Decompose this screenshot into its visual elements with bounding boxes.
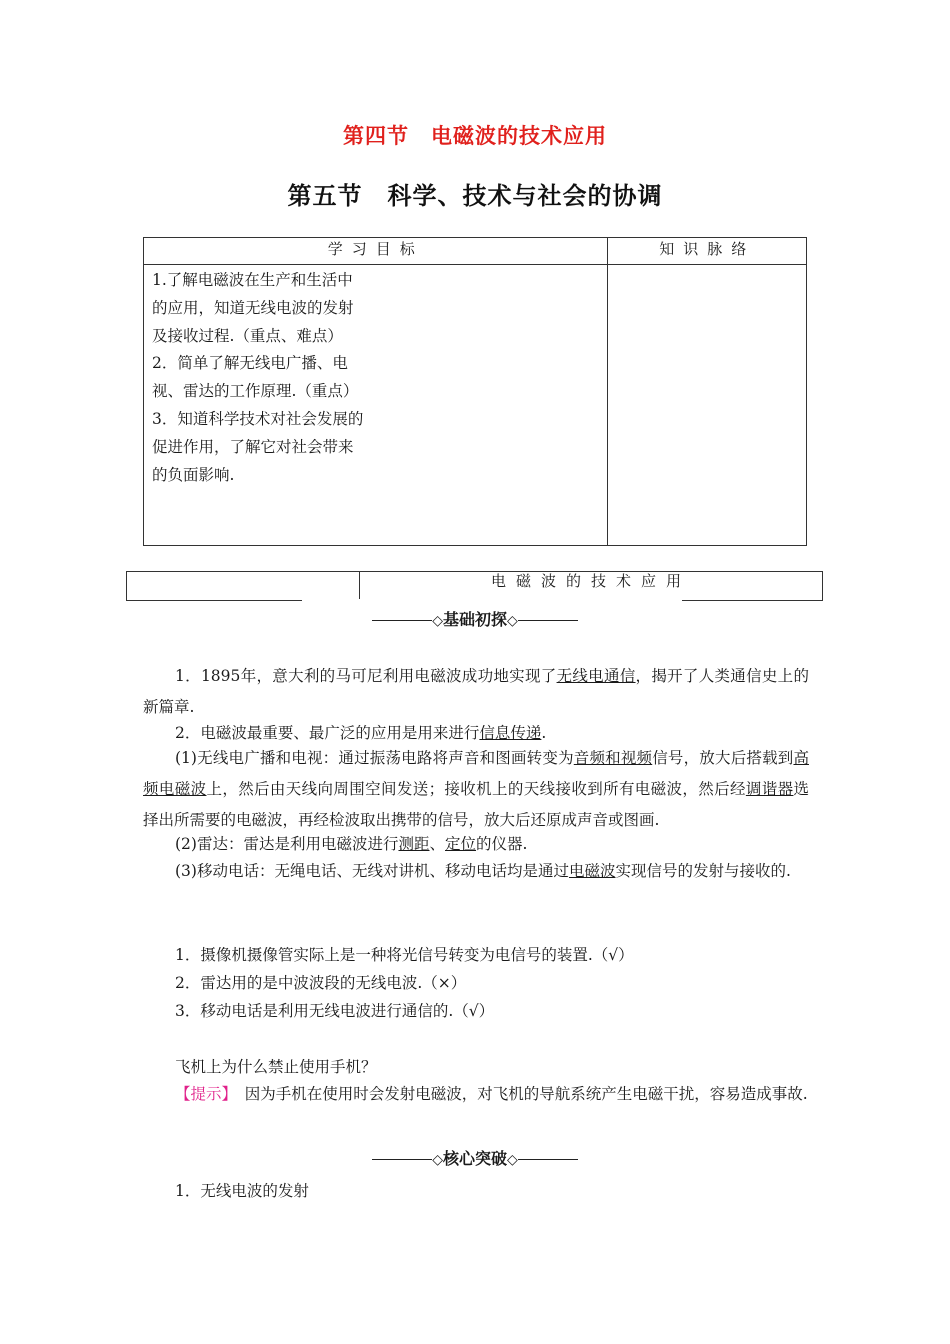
- key-term: 电磁波: [568, 862, 616, 880]
- lesson-title-sub: 第五节 科学、技术与社会的协调: [287, 182, 663, 210]
- paragraph: 1．1895年，意大利的马可尼利用电磁波成功地实现了无线电通信，揭开了人类通信史上的新篇章.: [143, 667, 809, 716]
- goal-item: 3．知道科学技术对社会发展的促进作用，了解它对社会带来的负面影响.: [152, 409, 364, 484]
- paragraph: (2)雷达：雷达是利用电磁波进行测距、定位的仪器.: [175, 835, 528, 853]
- diamond-icon: ◇: [507, 1152, 518, 1168]
- knowledge-header: 知识脉络: [608, 238, 807, 265]
- key-term: 测距: [398, 835, 430, 853]
- hint-paragraph: [143, 1079, 809, 1110]
- key-term: 音频和视频: [573, 749, 653, 767]
- goal-item: 1.了解电磁波在生产和生活中的应用，知道无线电波的发射及接收过程.（重点、难点）: [152, 271, 354, 345]
- section-label: 核心突破: [442, 1149, 507, 1168]
- topic-bar-label: 电磁波的技术应用: [490, 572, 691, 590]
- goals-header: 学习目标: [144, 238, 608, 265]
- divider-line: [372, 620, 432, 621]
- key-term: 调谐器: [745, 780, 794, 798]
- diamond-icon: ◇: [507, 613, 518, 629]
- judgment-item: 2．雷达用的是中波波段的无线电波.（×）: [175, 974, 467, 992]
- question-text: 飞机上为什么禁止使用手机？: [175, 1058, 377, 1076]
- paragraph: 2．电磁波最重要、最广泛的应用是用来进行信息传递.: [175, 724, 547, 742]
- section-label: 基础初探: [442, 610, 507, 629]
- judgment-item: 3．移动电话是利用无线电波进行通信的.（√）: [175, 1002, 495, 1020]
- divider-line: [518, 620, 578, 621]
- paragraph: (3)移动电话：无绳电话、无线对讲机、移动电话均是通过电磁波实现信号的发射与接收的.: [175, 862, 791, 880]
- goals-cell: [144, 265, 608, 546]
- learning-goals-table: [143, 237, 807, 546]
- knowledge-map-cell: [608, 265, 807, 546]
- section-header-core: [0, 1146, 950, 1169]
- key-term: 信息传递: [479, 724, 542, 742]
- divider-line: [372, 1159, 432, 1160]
- paragraph: (1)无线电广播和电视：通过振荡电路将声音和图画转变为音频和视频信号，放大后搭载到高频电磁波上，然后由天线向周围空间发送；接收机上的天线接收到所有电磁波，然后经调谐器选择出所需要的电磁波，再经检波取出携带的信号，放大后还原成声音或图画.: [143, 749, 809, 829]
- lesson-title-main: 第四节 电磁波的技术应用: [343, 124, 607, 148]
- key-term: 定位: [445, 835, 477, 853]
- diamond-icon: ◇: [432, 613, 443, 629]
- key-term: 高频电磁波: [143, 749, 809, 798]
- hint-answer: 因为手机在使用时会发射电磁波，对飞机的导航系统产生电磁干扰，容易造成事故.: [229, 1085, 808, 1103]
- diamond-icon: ◇: [432, 1152, 443, 1168]
- section-header-basics: [0, 607, 950, 630]
- judgment-item: 1．摄像机摄像管实际上是一种将光信号转变为电信号的装置.（√）: [175, 946, 634, 964]
- key-term: 无线电通信: [556, 667, 636, 685]
- divider-line: [518, 1159, 578, 1160]
- goal-item: 2．简单了解无线电广播、电视、雷达的工作原理.（重点）: [152, 354, 359, 401]
- topic-bar: [126, 571, 823, 601]
- core-item: 1．无线电波的发射: [175, 1182, 309, 1200]
- hint-label: 【提示】: [175, 1085, 230, 1103]
